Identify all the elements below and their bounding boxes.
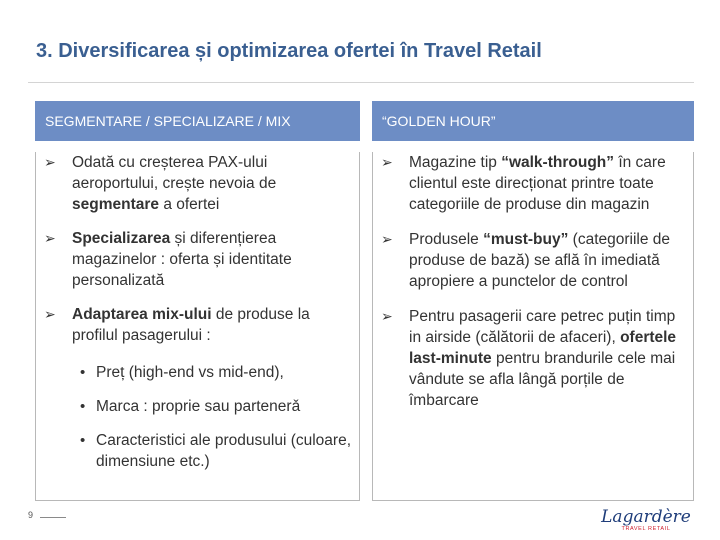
- list-item: ➢ Pentru pasagerii care petrec puțin timp in airside (călătorii de afaceri), ofertele last-minute pentru brandurile cele mai vândute se afla lângă porțile de îmbarcare: [381, 308, 677, 409]
- right-column: [372, 101, 694, 501]
- title-divider: [28, 82, 694, 83]
- logo-text: Lagardère: [601, 507, 691, 527]
- arrow-bullet-icon: ➢: [381, 231, 393, 247]
- lagardere-logo: [598, 502, 694, 532]
- left-column: [35, 101, 360, 501]
- arrow-bullet-icon: ➢: [381, 154, 393, 170]
- list-item: • Marca : proprie sau partenerǎ: [80, 398, 301, 415]
- right-column-header: “GOLDEN HOUR”: [372, 101, 694, 141]
- arrow-bullet-icon: ➢: [44, 154, 56, 170]
- list-item: ➢ Odată cu creșterea PAX-ului aeroportului, crește nevoia de segmentare a ofertei: [44, 154, 277, 213]
- arrow-bullet-icon: ➢: [44, 306, 56, 322]
- list-item: ➢ Specializarea și diferențierea magazinelor : oferta și identitate personalizată: [44, 230, 292, 289]
- list-item: • Preț (high-end vs mid-end),: [80, 364, 284, 381]
- left-column-header: SEGMENTARE / SPECIALIZARE / MIX: [35, 101, 360, 141]
- dot-bullet-icon: •: [80, 364, 86, 381]
- arrow-bullet-icon: ➢: [381, 308, 393, 324]
- list-item: ➢ Produsele “must-buy” (categoriile de produse de bază) se află în imediată apropiere a punctelor de control: [381, 231, 671, 290]
- left-sub-list: [36, 362, 359, 472]
- page-title: 3. Diversificarea și optimizarea ofertei în Travel Retail: [36, 40, 542, 62]
- dot-bullet-icon: •: [80, 432, 86, 449]
- left-column-body: [35, 152, 360, 501]
- list-item: ➢ Adaptarea mix-ului de produse la profilul pasagerului :: [44, 306, 310, 344]
- logo-subtext: TRAVEL RETAIL: [621, 526, 671, 532]
- left-bullet-list: [36, 152, 359, 346]
- dot-bullet-icon: •: [80, 398, 86, 415]
- right-bullet-list: [373, 152, 693, 411]
- list-item: • Caracteristici ale produsului (culoare, dimensiune etc.): [80, 432, 352, 470]
- page-number: 9: [28, 510, 34, 520]
- page-number-rule: [40, 517, 66, 518]
- arrow-bullet-icon: ➢: [44, 230, 56, 246]
- right-column-body: [372, 152, 694, 501]
- list-item: ➢ Magazine tip “walk-through” în care clientul este direcționat printre toate categoriile de produse din magazin: [381, 154, 666, 213]
